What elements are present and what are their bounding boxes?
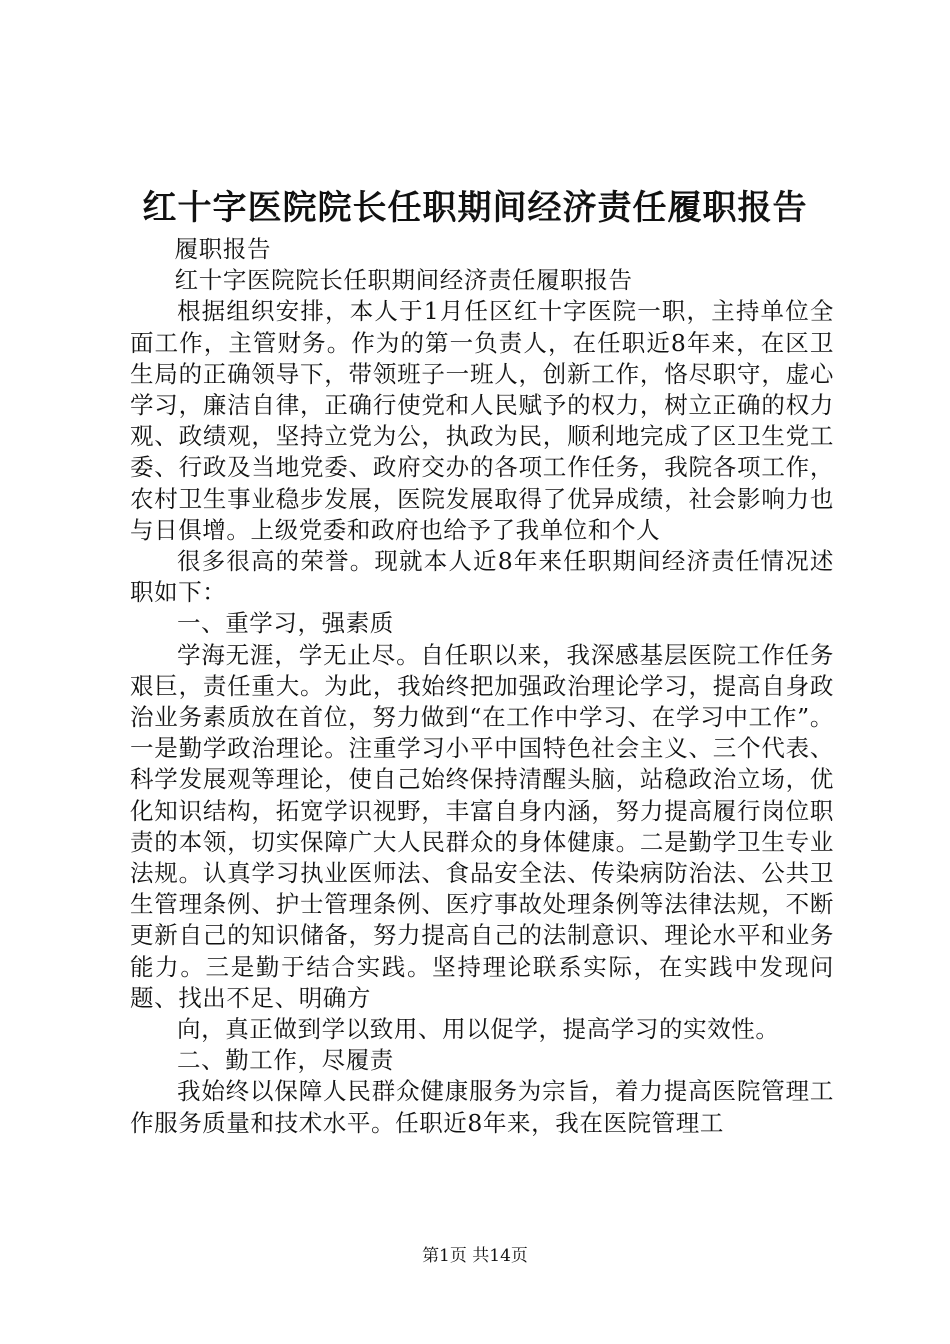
document-title: 红十字医院院长任职期间经济责任履职报告 xyxy=(142,188,808,228)
paragraph-study: 学海无涯，学无止尽。自任职以来，我深感基层医院工作任务艰巨，责任重大。为此，我始终把加强政治理论学习，提高自身政治业务素质放在首位，努力做到“在工作中学习、在学习中工作”。一是勤学政治理论。注重学习小平中国特色社会主义、三个代表、科学发展观等理论，使自己始终保持清醒头脑，站稳政治立场，优化知识结构，拓宽学识视野，丰富自身内涵，努力提高履行岗位职责的本领，切实保障广大人民群众的身体健康。二是勤学卫生专业法规。认真学习执业医师法、食品安全法、传染病防治法、公共卫生管理条例、护士管理条例、医疗事故处理条例等法律法规，不断更新自己的知识储备，努力提高自己的法制意识、理论水平和业务能力。三是勤于结合实践。坚持理论联系实际，在实践中发现问题、找出不足、明确方 xyxy=(130,640,834,1012)
paragraph-heading: 履职报告 xyxy=(174,235,272,263)
page-footer: 第1页 共14页 xyxy=(422,1246,528,1266)
paragraph-intro-continued: 很多很高的荣誉。现就本人近8年来任职期间经济责任情况述职如下： xyxy=(130,547,834,607)
paragraph-subtitle: 红十字医院院长任职期间经济责任履职报告 xyxy=(174,266,633,295)
section-heading-2: 二、勤工作，尽履责 xyxy=(177,1046,394,1075)
paragraph-intro: 根据组织安排，本人于1月任区红十字医院一职，主持单位全面工作，主管财务。作为的第一负责人，在任职近8年来，在区卫生局的正确领导下，带领班子一班人，创新工作，恪尽职守，虚心学习，廉洁自律，正确行使党和人民赋予的权力，树立正确的权力观、政绩观，坚持立党为公，执政为民，顺利地完成了区卫生党工委、行政及当地党委、政府交办的各项工作任务，我院各项工作，农村卫生事业稳步发展，医院发展取得了优异成绩，社会影响力也与日俱增。上级党委和政府也给予了我单位和个人 xyxy=(130,297,834,544)
section-heading-1: 一、重学习，强素质 xyxy=(177,609,394,638)
paragraph-study-continued: 向，真正做到学以致用、用以促学，提高学习的实效性。 xyxy=(177,1015,780,1044)
document-body xyxy=(130,234,834,1139)
paragraph-work: 我始终以保障人民群众健康服务为宗旨，着力提高医院管理工作服务质量和技术水平。任职近8年来，我在医院管理工 xyxy=(130,1077,834,1137)
